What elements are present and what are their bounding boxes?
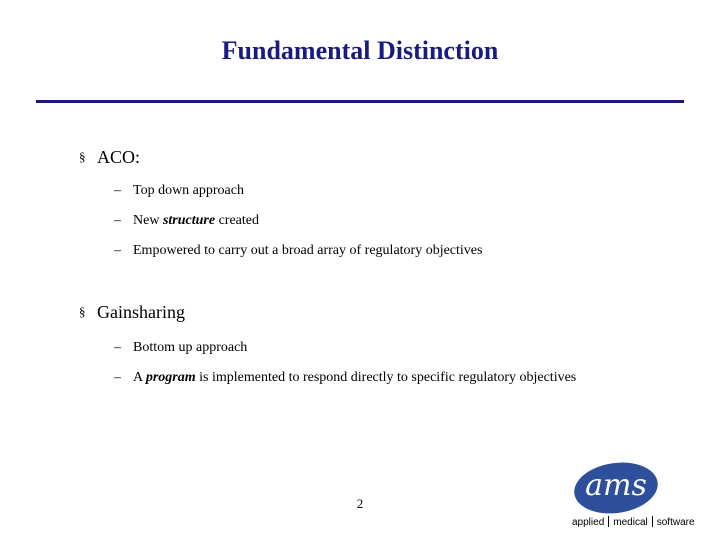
bullet-aco [79,147,140,168]
sub-item [114,370,576,386]
sub-marker: – [114,340,121,355]
bullet-gainsharing [79,302,185,323]
sub-marker: – [114,213,121,228]
tagline-separator [608,516,609,527]
sub-item [114,183,244,199]
slide-title: Fundamental Distinction [221,36,499,65]
sub-item-text: Top down approach [133,183,244,198]
bullet-marker: § [79,149,86,164]
tagline-word: medical [613,517,648,528]
logo-tagline [572,516,695,528]
tagline-word: applied [572,517,605,528]
sub-item-text: created [215,213,259,228]
sub-item-text: Empowered to carry out a broad array of regulatory objectives [133,243,483,258]
sub-marker: – [114,370,121,385]
sub-item [114,340,247,356]
tagline-separator [652,516,653,527]
sub-item-text: is implemented to respond directly to specific regulatory objectives [195,370,577,385]
title-divider [36,100,684,103]
bullet-marker: § [79,304,86,319]
ams-logo-text: ams [585,468,647,503]
bullet-label: ACO: [97,147,141,167]
emphasis-text: program [145,370,196,385]
sub-marker: – [114,183,121,198]
tagline-word: software [656,517,695,528]
sub-item-text: New [133,213,163,228]
sub-item [114,243,482,259]
sub-item [114,213,259,229]
emphasis-text: structure [162,213,216,228]
bullet-label: Gainsharing [97,302,185,322]
page-number: 2 [356,496,364,511]
sub-item-text: A [133,370,146,385]
sub-marker: – [114,243,121,258]
sub-item-text: Bottom up approach [133,340,248,355]
